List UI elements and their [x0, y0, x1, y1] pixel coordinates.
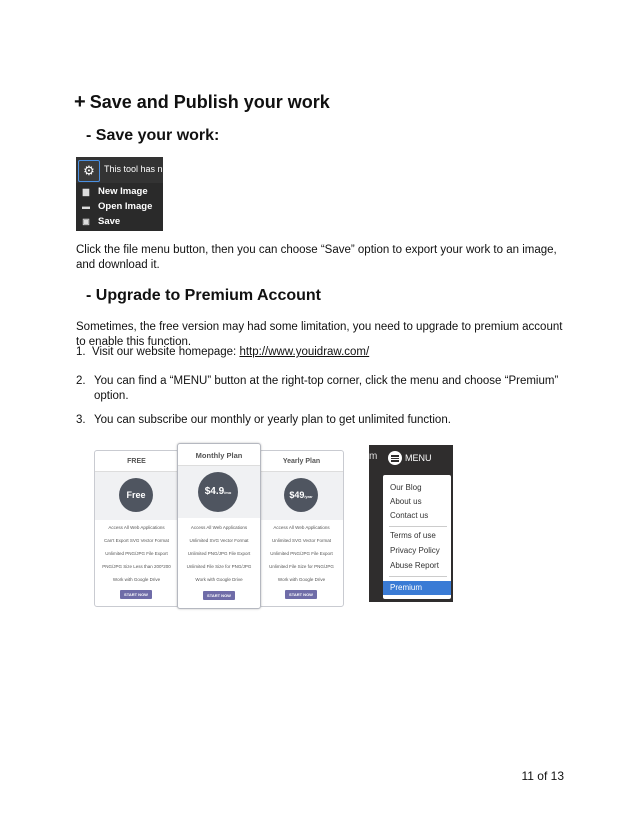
step-text: Visit our website homepage: [91, 346, 240, 358]
menu-item-open-image[interactable] [80, 199, 163, 214]
menu-item-label: New Image [98, 186, 148, 197]
save-section-title: - Save your work: [86, 127, 220, 144]
menu-item-label: Open Image [98, 201, 153, 212]
heading-title: Save and Publish your work [89, 92, 330, 112]
feature: Access All Web Applications [190, 525, 248, 530]
tooltip: This tool has n [104, 164, 163, 174]
feature: Access All Web Applications [273, 525, 330, 530]
menu-item-our-blog[interactable]: Our Blog [390, 483, 422, 492]
plan-card-yearly [259, 450, 344, 607]
feature: Work with Google Drive [277, 577, 326, 582]
feature: Unlimited SVG Vector Format [189, 538, 249, 543]
price: Free [126, 490, 146, 500]
folder-icon: ▬ [82, 202, 90, 211]
menu-dropdown-screenshot [369, 445, 453, 602]
header-fragment: m [369, 451, 378, 462]
start-now-button[interactable]: START NOW [203, 591, 235, 600]
menu-item-about-us[interactable]: About us [390, 497, 422, 506]
menu-button-label[interactable]: MENU [405, 453, 432, 463]
step-1 [76, 345, 568, 360]
price-circle [119, 478, 153, 512]
feature: Can't Export SVG Vector Format [104, 538, 169, 543]
step-number: 3. [76, 414, 86, 426]
price-suffix: /mo [224, 490, 232, 495]
website-link[interactable]: http://www.youidraw.com/ [239, 346, 370, 358]
menu-item-abuse-report[interactable]: Abuse Report [390, 561, 439, 570]
feature: Access All Web Applications [108, 525, 165, 530]
feature: Unlimited PNG/JPG File Export [187, 551, 251, 556]
price-suffix: /year [304, 495, 313, 499]
step-3 [76, 413, 568, 428]
plan-card-monthly [177, 443, 261, 609]
plan-name: Monthly Plan [195, 451, 243, 460]
file-menu-screenshot [76, 157, 163, 231]
step-2 [76, 374, 568, 404]
step-number: 1. [76, 346, 86, 358]
step-text: You can find a “MENU” button at the right-top corner, click the menu and choose “Premium” option. [94, 375, 559, 402]
feature: Work with Google Drive [195, 577, 243, 582]
new-file-icon: ▆ [82, 187, 90, 196]
feature: PNG/JPG Size Less than 200*200 [102, 564, 171, 569]
feature: Unlimited PNG/JPG File Export [270, 551, 333, 556]
hamburger-icon[interactable] [388, 451, 402, 465]
plan-name: FREE [127, 458, 146, 465]
step-number: 2. [76, 375, 86, 387]
plan-name: Yearly Plan [282, 458, 321, 465]
start-now-button[interactable]: START NOW [120, 590, 152, 599]
feature: Work with Google Drive [112, 577, 161, 582]
page-number: 11 of 13 [521, 769, 564, 783]
menu-item-label: Premium [390, 583, 423, 592]
menu-item-privacy[interactable]: Privacy Policy [390, 546, 440, 555]
menu-item-save[interactable] [80, 214, 163, 229]
price: $49 [289, 490, 305, 500]
feature: Unlimited PNG/JPG File Export [105, 551, 168, 556]
divider [389, 576, 447, 577]
menu-item-new-image[interactable] [80, 184, 163, 199]
menu-item-premium[interactable] [383, 581, 451, 595]
floppy-icon: ▣ [82, 217, 90, 226]
menu-item-terms[interactable]: Terms of use [390, 531, 436, 540]
file-menu [80, 184, 163, 229]
step-text: You can subscribe our monthly or yearly plan to get unlimited function. [94, 414, 451, 426]
plan-card-free [94, 450, 179, 607]
feature: Unlimited File Size for PNG/JPG [269, 564, 334, 569]
gear-icon[interactable]: ⚙ [78, 160, 100, 182]
save-description: Click the file menu button, then you can choose “Save” option to export your work to an image, and download it. [76, 244, 557, 271]
divider [389, 526, 447, 527]
feature: Unlimited SVG Vector Format [271, 538, 332, 543]
price-circle [284, 478, 318, 512]
premium-intro: Sometimes, the free version may had some limitation, you need to upgrade to premium account to enable this function. [76, 321, 563, 348]
price: $4.9 [204, 486, 225, 497]
feature: Unlimited File Size for PNG/JPG [186, 564, 252, 569]
price-circle [198, 472, 238, 512]
start-now-button[interactable]: START NOW [285, 590, 317, 599]
menu-dropdown [383, 475, 451, 599]
plus-icon: + [74, 91, 86, 113]
menu-item-label: Save [98, 216, 121, 227]
menu-item-contact-us[interactable]: Contact us [390, 511, 429, 520]
page-heading [74, 91, 330, 114]
premium-section-title: - Upgrade to Premium Account [86, 287, 321, 304]
